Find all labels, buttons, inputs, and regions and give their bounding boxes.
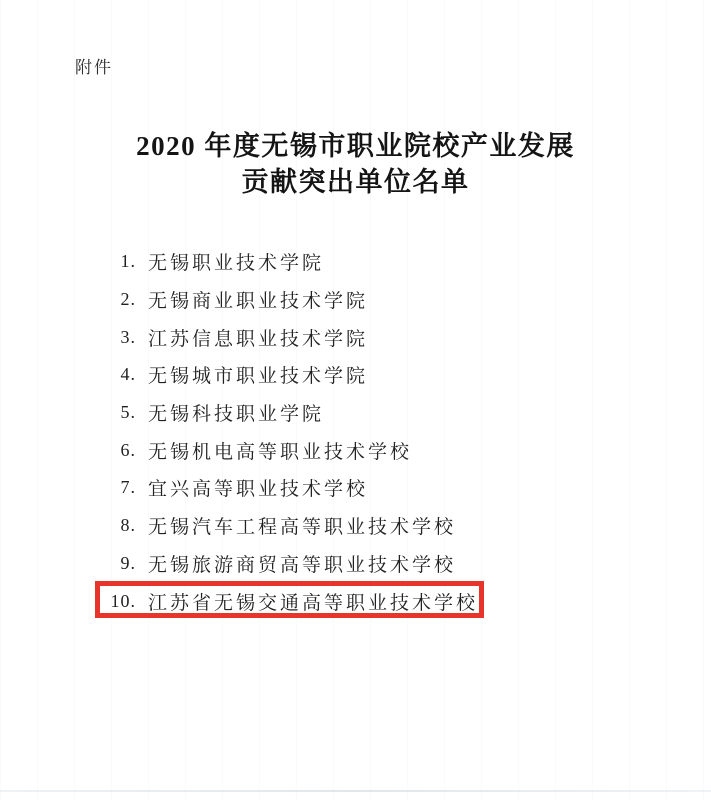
list-item [0, 356, 711, 394]
list-item [0, 431, 711, 469]
list-item [0, 469, 711, 507]
list-item-name: 江苏信息职业技术学院 [148, 328, 369, 350]
list-item-name: 无锡旅游商贸高等职业技术学校 [148, 554, 457, 576]
list-item-name: 无锡商业职业技术学院 [148, 291, 369, 313]
list-item-number: 9. [120, 552, 136, 573]
list-item-name: 江苏省无锡交通高等职业技术学校 [148, 592, 479, 614]
list-item [0, 545, 711, 583]
page-bottom-edge [0, 790, 711, 792]
list-item [0, 507, 711, 545]
list-item-number: 1. [120, 251, 136, 272]
document-title-line1: 2020 年度无锡市职业院校产业发展 [136, 131, 575, 161]
list-item-number: 8. [120, 515, 136, 536]
list-item [0, 243, 711, 281]
list-item-name: 无锡城市职业技术学院 [148, 366, 369, 388]
attachment-label: 附件 [75, 58, 113, 77]
list-item-name: 宜兴高等职业技术学校 [148, 479, 369, 501]
list-item-number: 2. [120, 289, 136, 310]
list-item-number: 4. [120, 364, 136, 385]
list-item [0, 281, 711, 319]
list-item-name: 无锡机电高等职业技术学校 [148, 441, 413, 463]
list-item-number: 3. [120, 326, 136, 347]
list-item-number: 10. [110, 590, 136, 611]
list-item-number: 5. [120, 402, 136, 423]
list-item-name: 无锡汽车工程高等职业技术学校 [148, 517, 457, 539]
document-title [0, 128, 711, 200]
list-item-number: 6. [120, 439, 136, 460]
list-item-number: 7. [120, 477, 136, 498]
list-item-name: 无锡科技职业学院 [148, 404, 325, 426]
list-item-highlighted [0, 582, 711, 620]
list-item [0, 318, 711, 356]
list-item [0, 394, 711, 432]
document-title-line2: 贡献突出单位名单 [241, 167, 470, 197]
unit-list [0, 243, 711, 620]
list-item-name: 无锡职业技术学院 [148, 253, 325, 275]
